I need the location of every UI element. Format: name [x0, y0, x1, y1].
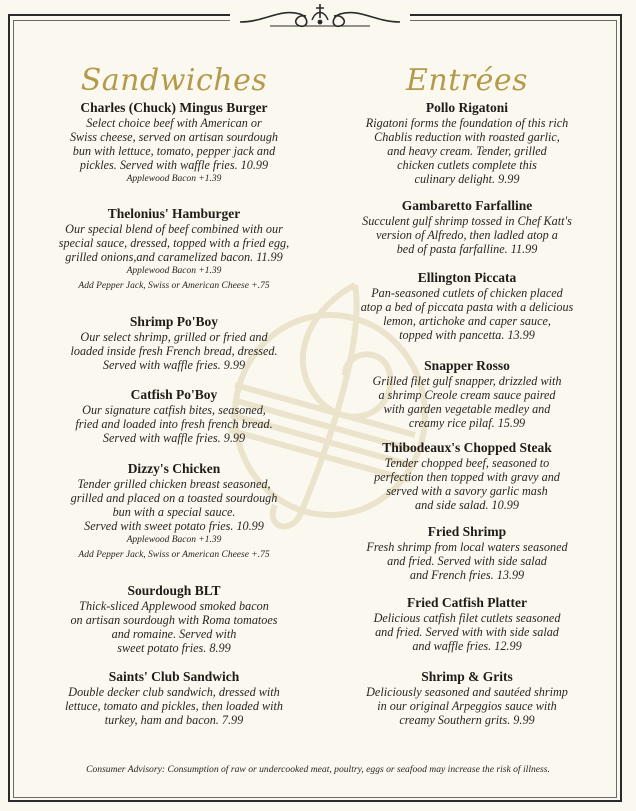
menu-item-name: Shrimp Po'Boy [129, 314, 219, 329]
menu-item-description-line: and heavy cream. Tender, grilled [387, 144, 547, 158]
menu-item-description-line: atop a bed of piccata pasta with a delicious [360, 300, 574, 314]
menu-item-description-line: sweet potato fries. 8.99 [117, 641, 231, 655]
menu-item-description-line: Double decker club sandwich, dressed with [68, 685, 280, 699]
menu-item-name: Thelonius' Hamburger [107, 206, 241, 221]
menu-item-name: Pollo Rigatoni [425, 100, 509, 115]
menu-item-description-line: and French fries. 13.99 [409, 568, 525, 582]
menu-item [40, 206, 308, 294]
menu-item-description-line: a shrimp Creole cream sauce paired [378, 388, 556, 402]
menu-item [336, 440, 598, 512]
menu-item-description-line: creamy rice pilaf. 15.99 [408, 416, 526, 430]
menu-item-description-line: topped with pancetta. 13.99 [399, 328, 535, 342]
menu-item-description-line: Served with sweet potato fries. 10.99 [84, 519, 264, 533]
scroll-ornament-icon [230, 0, 410, 38]
menu-item-description-line: on artisan sourdough with Roma tomatoes [70, 613, 278, 627]
menu-item-addon: Applewood Bacon +1.39 [126, 266, 222, 276]
menu-item-description-line: Deliciously seasoned and sautéed shrimp [366, 685, 568, 699]
menu-item-description-line: and fried. Served with with side salad [375, 625, 559, 639]
menu-item [40, 314, 308, 372]
sandwiches-heading: Sandwiches [80, 63, 268, 98]
menu-item-description-line: with garden vegetable medley and [383, 402, 551, 416]
menu-item-description-line: and waffle fries. 12.99 [412, 639, 522, 653]
menu-item-description-line: loaded inside fresh French bread, dressed. [70, 344, 278, 358]
menu-item-description-line: chicken cutlets complete this [397, 158, 537, 172]
menu-item-description-line: creamy Southern grits. 9.99 [399, 713, 535, 727]
menu-item-description-line: and romaine. Served with [111, 627, 237, 641]
menu-item-description-line: Pan-seasoned cutlets of chicken placed [371, 286, 563, 300]
menu-item-addon: Add Pepper Jack, Swiss or American Cheese +.75 [78, 550, 270, 560]
menu-item-description-line: turkey, ham and bacon. 7.99 [104, 713, 244, 727]
menu-item-description-line: bun with a special sauce. [112, 505, 236, 519]
menu-item-description-line: Thick-sliced Applewood smoked bacon [79, 599, 269, 613]
menu-item-name: Ellington Piccata [417, 270, 517, 285]
menu-item [336, 595, 598, 653]
menu-item-description-line: grilled onions,and caramelized bacon. 11.99 [65, 250, 283, 264]
menu-item-description-line: grilled and placed on a toasted sourdough [70, 491, 278, 505]
menu-item-description-line: Served with waffle fries. 9.99 [102, 431, 246, 445]
menu-item-description-line: Fresh shrimp from local waters seasoned [366, 540, 568, 554]
menu-item-description-line: and fried. Served with side salad [387, 554, 547, 568]
consumer-advisory: Consumer Advisory: Consumption of raw or undercooked meat, poultry, eggs or seafood may increase the risk of illness. [86, 764, 550, 775]
menu-item-description-line: Tender chopped beef, seasoned to [384, 456, 550, 470]
menu-item [336, 524, 598, 582]
menu-item-description-line: Served with waffle fries. 9.99 [102, 358, 246, 372]
entrees-heading: Entrées [405, 63, 529, 98]
menu-item-name: Saints' Club Sandwich [108, 669, 240, 684]
menu-item [40, 461, 308, 563]
menu-item-description-line: in our original Arpeggios sauce with [377, 699, 557, 713]
menu-item-description-line: Tender grilled chicken breast seasoned, [77, 477, 271, 491]
menu-item-addon: Applewood Bacon +1.39 [126, 174, 222, 184]
menu-item [40, 100, 308, 187]
menu-item-description-line: Our special blend of beef combined with our [65, 222, 283, 236]
menu-item-name: Fried Catfish Platter [407, 595, 527, 610]
entrees-column [336, 63, 598, 727]
menu-item-name: Charles (Chuck) Mingus Burger [80, 100, 268, 115]
menu-item-description-line: lemon, artichoke and caper sauce, [383, 314, 551, 328]
menu-item [336, 198, 598, 256]
menu-item-description-line: Select choice beef with American or [86, 116, 262, 130]
menu-item [40, 583, 308, 655]
menu-item-name: Thibodeaux's Chopped Steak [382, 440, 552, 455]
menu-item-name: Snapper Rosso [424, 358, 510, 373]
menu-item-description-line: fried and loaded into fresh french bread. [75, 417, 273, 431]
menu-item-description-line: and side salad. 10.99 [415, 498, 519, 512]
menu-item-description-line: bun with lettuce, tomato, pepper jack and [72, 144, 276, 158]
menu-item-description-line: Our select shrimp, grilled or fried and [80, 330, 268, 344]
menu-item [336, 270, 598, 342]
menu-item-description-line: Grilled filet gulf snapper, drizzled with [372, 374, 562, 388]
menu-item-description-line: special sauce, dressed, topped with a fried egg, [58, 236, 290, 250]
menu-item [336, 669, 598, 727]
menu-item-description-line: Chablis reduction with roasted garlic, [374, 130, 560, 144]
menu-item-description-line: culinary delight. 9.99 [414, 172, 520, 186]
menu-item-addon: Applewood Bacon +1.39 [126, 535, 222, 545]
menu-item-name: Gambaretto Farfalline [401, 198, 533, 213]
menu-item-description-line: Our signature catfish bites, seasoned, [82, 403, 266, 417]
menu-item-name: Sourdough BLT [127, 583, 221, 598]
menu-item-description-line: Delicious catfish filet cutlets seasoned [373, 611, 561, 625]
menu-item [336, 100, 598, 186]
menu-item [336, 358, 598, 430]
menu-item-name: Dizzy's Chicken [127, 461, 221, 476]
menu-item-description-line: Rigatoni forms the foundation of this rich [365, 116, 569, 130]
menu-item-description-line: Succulent gulf shrimp tossed in Chef Katt's [362, 214, 572, 228]
menu-item-description-line: perfection then topped with gravy and [374, 470, 560, 484]
menu-item-addon: Add Pepper Jack, Swiss or American Cheese +.75 [78, 281, 270, 291]
menu-item [40, 669, 308, 727]
menu-item-name: Catfish Po'Boy [130, 387, 218, 402]
menu-item-description-line: lettuce, tomato and pickles, then loaded with [65, 699, 283, 713]
menu-item [40, 387, 308, 445]
menu-item-description-line: served with a savory garlic mash [386, 484, 548, 498]
menu-item-description-line: Swiss cheese, served on artisan sourdough [69, 130, 279, 144]
menu-item-description-line: bed of pasta farfalline. 11.99 [396, 242, 538, 256]
menu-item-name: Shrimp & Grits [421, 669, 513, 684]
menu-item-description-line: version of Alfredo, then ladled atop a [376, 228, 558, 242]
menu-item-name: Fried Shrimp [427, 524, 507, 539]
menu-item-description-line: pickles. Served with waffle fries. 10.99 [79, 158, 269, 172]
sandwiches-column [40, 63, 308, 727]
